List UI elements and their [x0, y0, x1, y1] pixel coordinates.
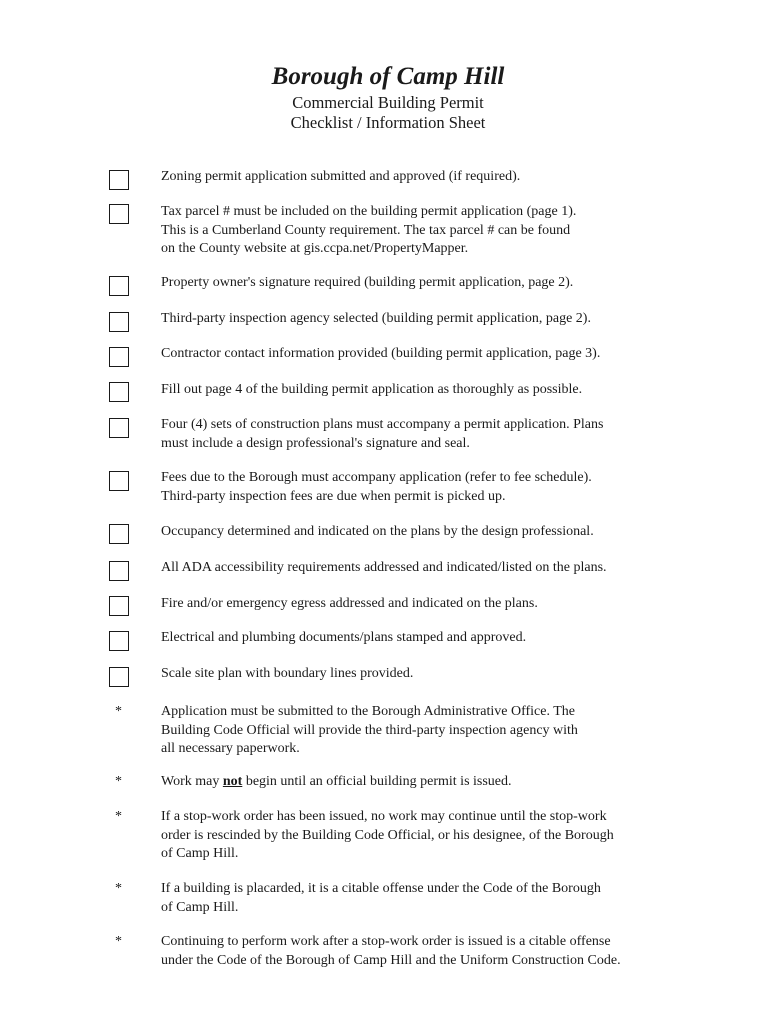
checklist-item-text: Property owner's signature required (building permit application, page 2).: [161, 275, 574, 290]
checklist-item-text: Third-party inspection agency selected (building permit application, page 2).: [161, 311, 591, 326]
page-subtitle-checklist: Checklist / Information Sheet: [290, 113, 486, 132]
note-text: Continuing to perform work after a stop-work order is issued is a citable offense under the Code of the Borough of Camp Hill and the Uniform Construction Code.: [161, 934, 621, 968]
checkbox[interactable]: [109, 524, 129, 544]
checkbox[interactable]: [109, 382, 129, 402]
note-text: [161, 773, 681, 792]
bullet-asterisk: *: [115, 934, 122, 949]
checklist-item-text: Scale site plan with boundary lines provided.: [161, 666, 414, 681]
checklist-item-text: Occupancy determined and indicated on the plans by the design professional.: [161, 524, 594, 539]
checkbox[interactable]: [109, 418, 129, 438]
checklist-item-text: Contractor contact information provided (building permit application, page 3).: [161, 346, 601, 361]
note-emphasis-not: not: [222, 774, 243, 789]
checkbox[interactable]: [109, 596, 129, 616]
bullet-asterisk: *: [115, 809, 122, 824]
checkbox[interactable]: [109, 667, 129, 687]
note-text: If a stop-work order has been issued, no work may continue until the stop-work order is rescinded by the Building Code Official, or his designee, of the Borough of Camp Hill.: [161, 809, 614, 861]
bullet-asterisk: *: [115, 704, 122, 719]
checkbox[interactable]: [109, 561, 129, 581]
page-title: Borough of Camp Hill: [271, 63, 505, 90]
checkbox[interactable]: [109, 170, 129, 190]
checkbox[interactable]: [109, 631, 129, 651]
note-text-before: Work may: [161, 774, 223, 789]
bullet-asterisk: *: [115, 881, 122, 896]
checklist-item-text: Fire and/or emergency egress addressed and indicated on the plans.: [161, 596, 538, 611]
checkbox[interactable]: [109, 204, 129, 224]
checkbox[interactable]: [109, 312, 129, 332]
note-text: If a building is placarded, it is a citable offense under the Code of the Borough of Camp Hill.: [161, 881, 601, 915]
checklist-item-text: Tax parcel # must be included on the building permit application (page 1). This is a Cumberland County requirement. The tax parcel # can be found on the County website at gis.ccpa.net/PropertyMapper.: [161, 204, 577, 256]
checkbox[interactable]: [109, 276, 129, 296]
checkbox[interactable]: [109, 471, 129, 491]
checklist-item-text: Fill out page 4 of the building permit application as thoroughly as possible.: [161, 382, 583, 397]
checkbox[interactable]: [109, 347, 129, 367]
checklist-item-text: All ADA accessibility requirements addressed and indicated/listed on the plans.: [161, 560, 607, 575]
checklist-item-text: Zoning permit application submitted and approved (if required).: [161, 169, 521, 184]
note-text-after: begin until an official building permit is issued.: [242, 774, 512, 789]
checklist-item-text: Electrical and plumbing documents/plans stamped and approved.: [161, 630, 527, 645]
checklist-item-text: Fees due to the Borough must accompany application (refer to fee schedule). Third-party inspection fees are due when permit is picked up.: [161, 470, 592, 504]
note-text: Application must be submitted to the Borough Administrative Office. The Building Code Official will provide the third-party inspection agency with all necessary paperwork.: [161, 704, 578, 756]
checklist-item-text: Four (4) sets of construction plans must accompany a permit application. Plans must include a design professional's signature and seal.: [161, 417, 604, 451]
page-subtitle-permit: Commercial Building Permit: [292, 93, 484, 112]
bullet-asterisk: *: [115, 774, 122, 789]
